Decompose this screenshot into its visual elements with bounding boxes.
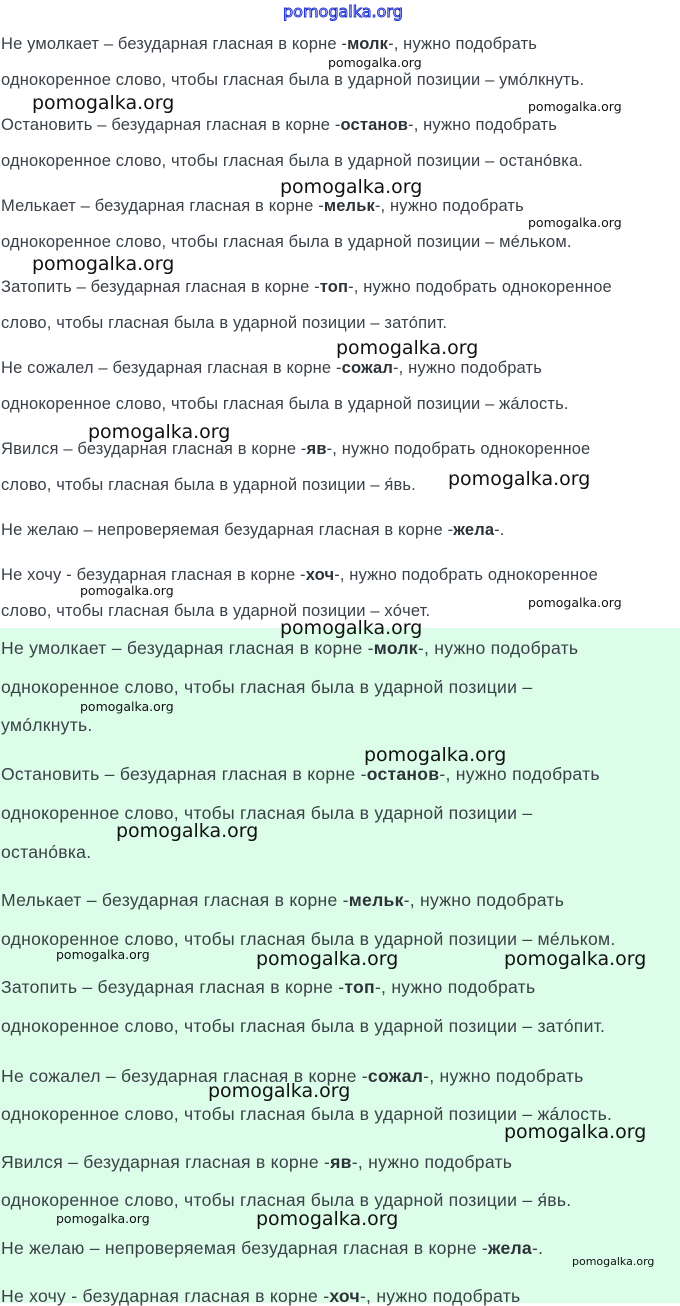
line-text-after-root: -, нужно подобрать (439, 764, 600, 784)
section1-line (1, 475, 416, 495)
section1-line (1, 196, 524, 216)
watermark-text: pomogalka.org (56, 1211, 150, 1226)
section1-line (1, 34, 537, 54)
line-text-after-root: -, нужно подобрать (408, 116, 558, 134)
watermark-text: pomogalka.org (572, 1255, 655, 1268)
section2-line (1, 803, 532, 823)
line-text: однокоренное слово, чтобы гласная была в ударной позиции – мéльком. (1, 929, 616, 949)
section2-line (1, 842, 91, 862)
line-text-after-root: -, нужно подобрать (351, 1152, 513, 1172)
section1-line (1, 394, 569, 414)
line-text-after-root: -, нужно подобрать (403, 890, 565, 910)
section2-line (1, 977, 535, 997)
section2-line (1, 1286, 520, 1306)
line-text: однокоренное слово, чтобы гласная была в ударной позиции – я́вь. (1, 1190, 572, 1210)
watermark-text: pomogalka.org (364, 744, 507, 766)
watermark-text: pomogalka.org (208, 1080, 351, 1102)
line-text: умóлкнуть. (1, 715, 93, 735)
line-text-tail: лкнуть. (528, 71, 585, 89)
line-text: Мелькает – безударная гласная в корне - (1, 197, 324, 215)
watermark-text: pomogalka.org (256, 948, 399, 970)
section2-line (1, 638, 578, 658)
watermark-text: pomogalka.org (256, 1208, 399, 1230)
section1-line (1, 151, 583, 171)
watermark-text: pomogalka.org (336, 337, 479, 359)
line-text: Не умолкает – безударная гласная в корне - (1, 638, 374, 658)
line-text: Не желаю – непроверяемая безударная гласная в корне - (1, 1238, 488, 1258)
watermark-text: pomogalka.org (32, 253, 175, 275)
line-text-after-root: -, нужно подобрать (417, 638, 579, 658)
root-highlight: хоч (305, 566, 335, 584)
section2-line (1, 929, 615, 949)
watermark-text: pomogalka.org (528, 215, 622, 230)
line-text: слово, чтобы гласная была в ударной позиции – я́вь. (1, 476, 416, 494)
line-text-after-root: -, нужно подобрать (393, 359, 542, 377)
section1-line (1, 565, 598, 585)
line-text: Затопить – безударная гласная в корне - (1, 278, 320, 296)
line-text: однокоренное слово, чтобы гласная была в ударной позиции – жáлость. (1, 1104, 613, 1124)
section2-line (1, 715, 93, 735)
section2-line (1, 764, 600, 784)
root-highlight: останов (366, 764, 440, 784)
line-text-after-root: -. (531, 1238, 544, 1258)
root-highlight: мельк (323, 197, 375, 215)
root-highlight: жела (453, 521, 495, 539)
line-text: Не умолкает – безударная гласная в корне - (1, 35, 348, 53)
root-highlight: топ (344, 977, 375, 997)
line-text-after-root: -, нужно подобрать (374, 977, 536, 997)
watermark-text: pomogalka.org (88, 421, 231, 443)
line-text: Не желаю – непроверяемая безударная гласная в корне - (1, 521, 454, 539)
line-text-after-root: -, нужно подобрать (359, 1286, 521, 1306)
section1-line (1, 115, 557, 135)
line-text: Не хочу - безударная гласная в корне - (1, 566, 306, 584)
line-text: Затопить – безударная гласная в корне - (1, 977, 345, 997)
watermark-text: pomogalka.org (328, 55, 422, 70)
line-text: однокоренное слово, чтобы гласная была в ударной позиции – (1, 803, 533, 823)
watermark-text: pomogalka.org (283, 2, 403, 21)
line-text-after-root: -, нужно подобрать (423, 1066, 584, 1086)
line-text-after-root: -, нужно подобрать (374, 197, 524, 215)
watermark-text: pomogalka.org (528, 99, 622, 114)
line-text: однокоренное слово, чтобы гласная была в ударной позиции – останóвка. (1, 152, 584, 170)
section1-line (1, 70, 584, 90)
line-text: Не сожалел – безударная гласная в корне - (1, 1066, 368, 1086)
watermark-text: pomogalka.org (504, 1121, 647, 1143)
watermark-text: pomogalka.org (280, 176, 423, 198)
root-highlight: сожал (341, 359, 393, 377)
line-text: однокоренное слово, чтобы гласная была в ударной позиции – (1, 677, 533, 697)
line-text: однокоренное слово, чтобы гласная была в ударной позиции – жáлость. (1, 395, 569, 413)
line-text-after-root: -, нужно подобрать (388, 35, 538, 53)
section2-line (1, 1016, 605, 1036)
root-highlight: мельк (348, 890, 404, 910)
section2-line (1, 1152, 512, 1172)
root-highlight: сожал (367, 1066, 424, 1086)
root-highlight: молк (347, 35, 389, 53)
line-text-after-root: -, нужно подобрать однокоренное (348, 278, 612, 296)
line-text: однокоренное слово, чтобы гласная была в ударной позиции – затóпит. (1, 1016, 606, 1036)
line-text: Остановить – безударная гласная в корне - (1, 116, 341, 134)
watermark-text: pomogalka.org (280, 617, 423, 639)
watermark-text: pomogalka.org (80, 583, 174, 598)
section1-line (1, 277, 612, 297)
section1-line (1, 358, 542, 378)
line-text: однокоренное слово, чтобы гласная была в ударной позиции – мéльком. (1, 233, 572, 251)
line-text: Явился – безударная гласная в корне - (1, 440, 307, 458)
line-text: слово, чтобы гласная была в ударной позиции – хóчет. (1, 602, 431, 620)
watermark-text: pomogalka.org (32, 92, 175, 114)
section2-line (1, 890, 564, 910)
line-text-after-root: -. (494, 521, 505, 539)
line-text: слово, чтобы гласная была в ударной позиции – затóпит. (1, 314, 448, 332)
watermark-text: pomogalka.org (116, 820, 259, 842)
line-text: Не хочу - безударная гласная в корне - (1, 1286, 330, 1306)
line-text: Мелькает – безударная гласная в корне - (1, 890, 349, 910)
line-text-after-root: -, нужно подобрать однокоренное (326, 440, 591, 458)
root-highlight: останов (340, 116, 409, 134)
line-text-after-root: ó (518, 71, 529, 89)
section2-line (1, 1190, 571, 1210)
section2-line (1, 1238, 543, 1258)
line-text: останóвка. (1, 842, 92, 862)
section1-line (1, 520, 505, 540)
watermark-text: pomogalka.org (80, 699, 174, 714)
watermark-text: pomogalka.org (448, 468, 591, 490)
root-highlight: топ (319, 278, 349, 296)
line-text: Остановить – безударная гласная в корне - (1, 764, 367, 784)
watermark-text: pomogalka.org (504, 948, 647, 970)
section1-line (1, 313, 447, 333)
line-text-after-root: -, нужно подобрать однокоренное (334, 566, 598, 584)
watermark-text: pomogalka.org (528, 595, 622, 610)
line-text: Не сожалел – безударная гласная в корне - (1, 359, 342, 377)
root-highlight: молк (373, 638, 418, 658)
line-text: однокоренное слово, чтобы гласная была в ударной позиции – ум (1, 71, 519, 89)
section2-line (1, 677, 532, 697)
root-highlight: яв (330, 1152, 352, 1172)
line-text: Явился – безударная гласная в корне - (1, 1152, 331, 1172)
root-highlight: яв (306, 440, 327, 458)
root-highlight: хоч (329, 1286, 360, 1306)
section1-line (1, 232, 572, 252)
root-highlight: жела (487, 1238, 532, 1258)
watermark-text: pomogalka.org (56, 947, 150, 962)
